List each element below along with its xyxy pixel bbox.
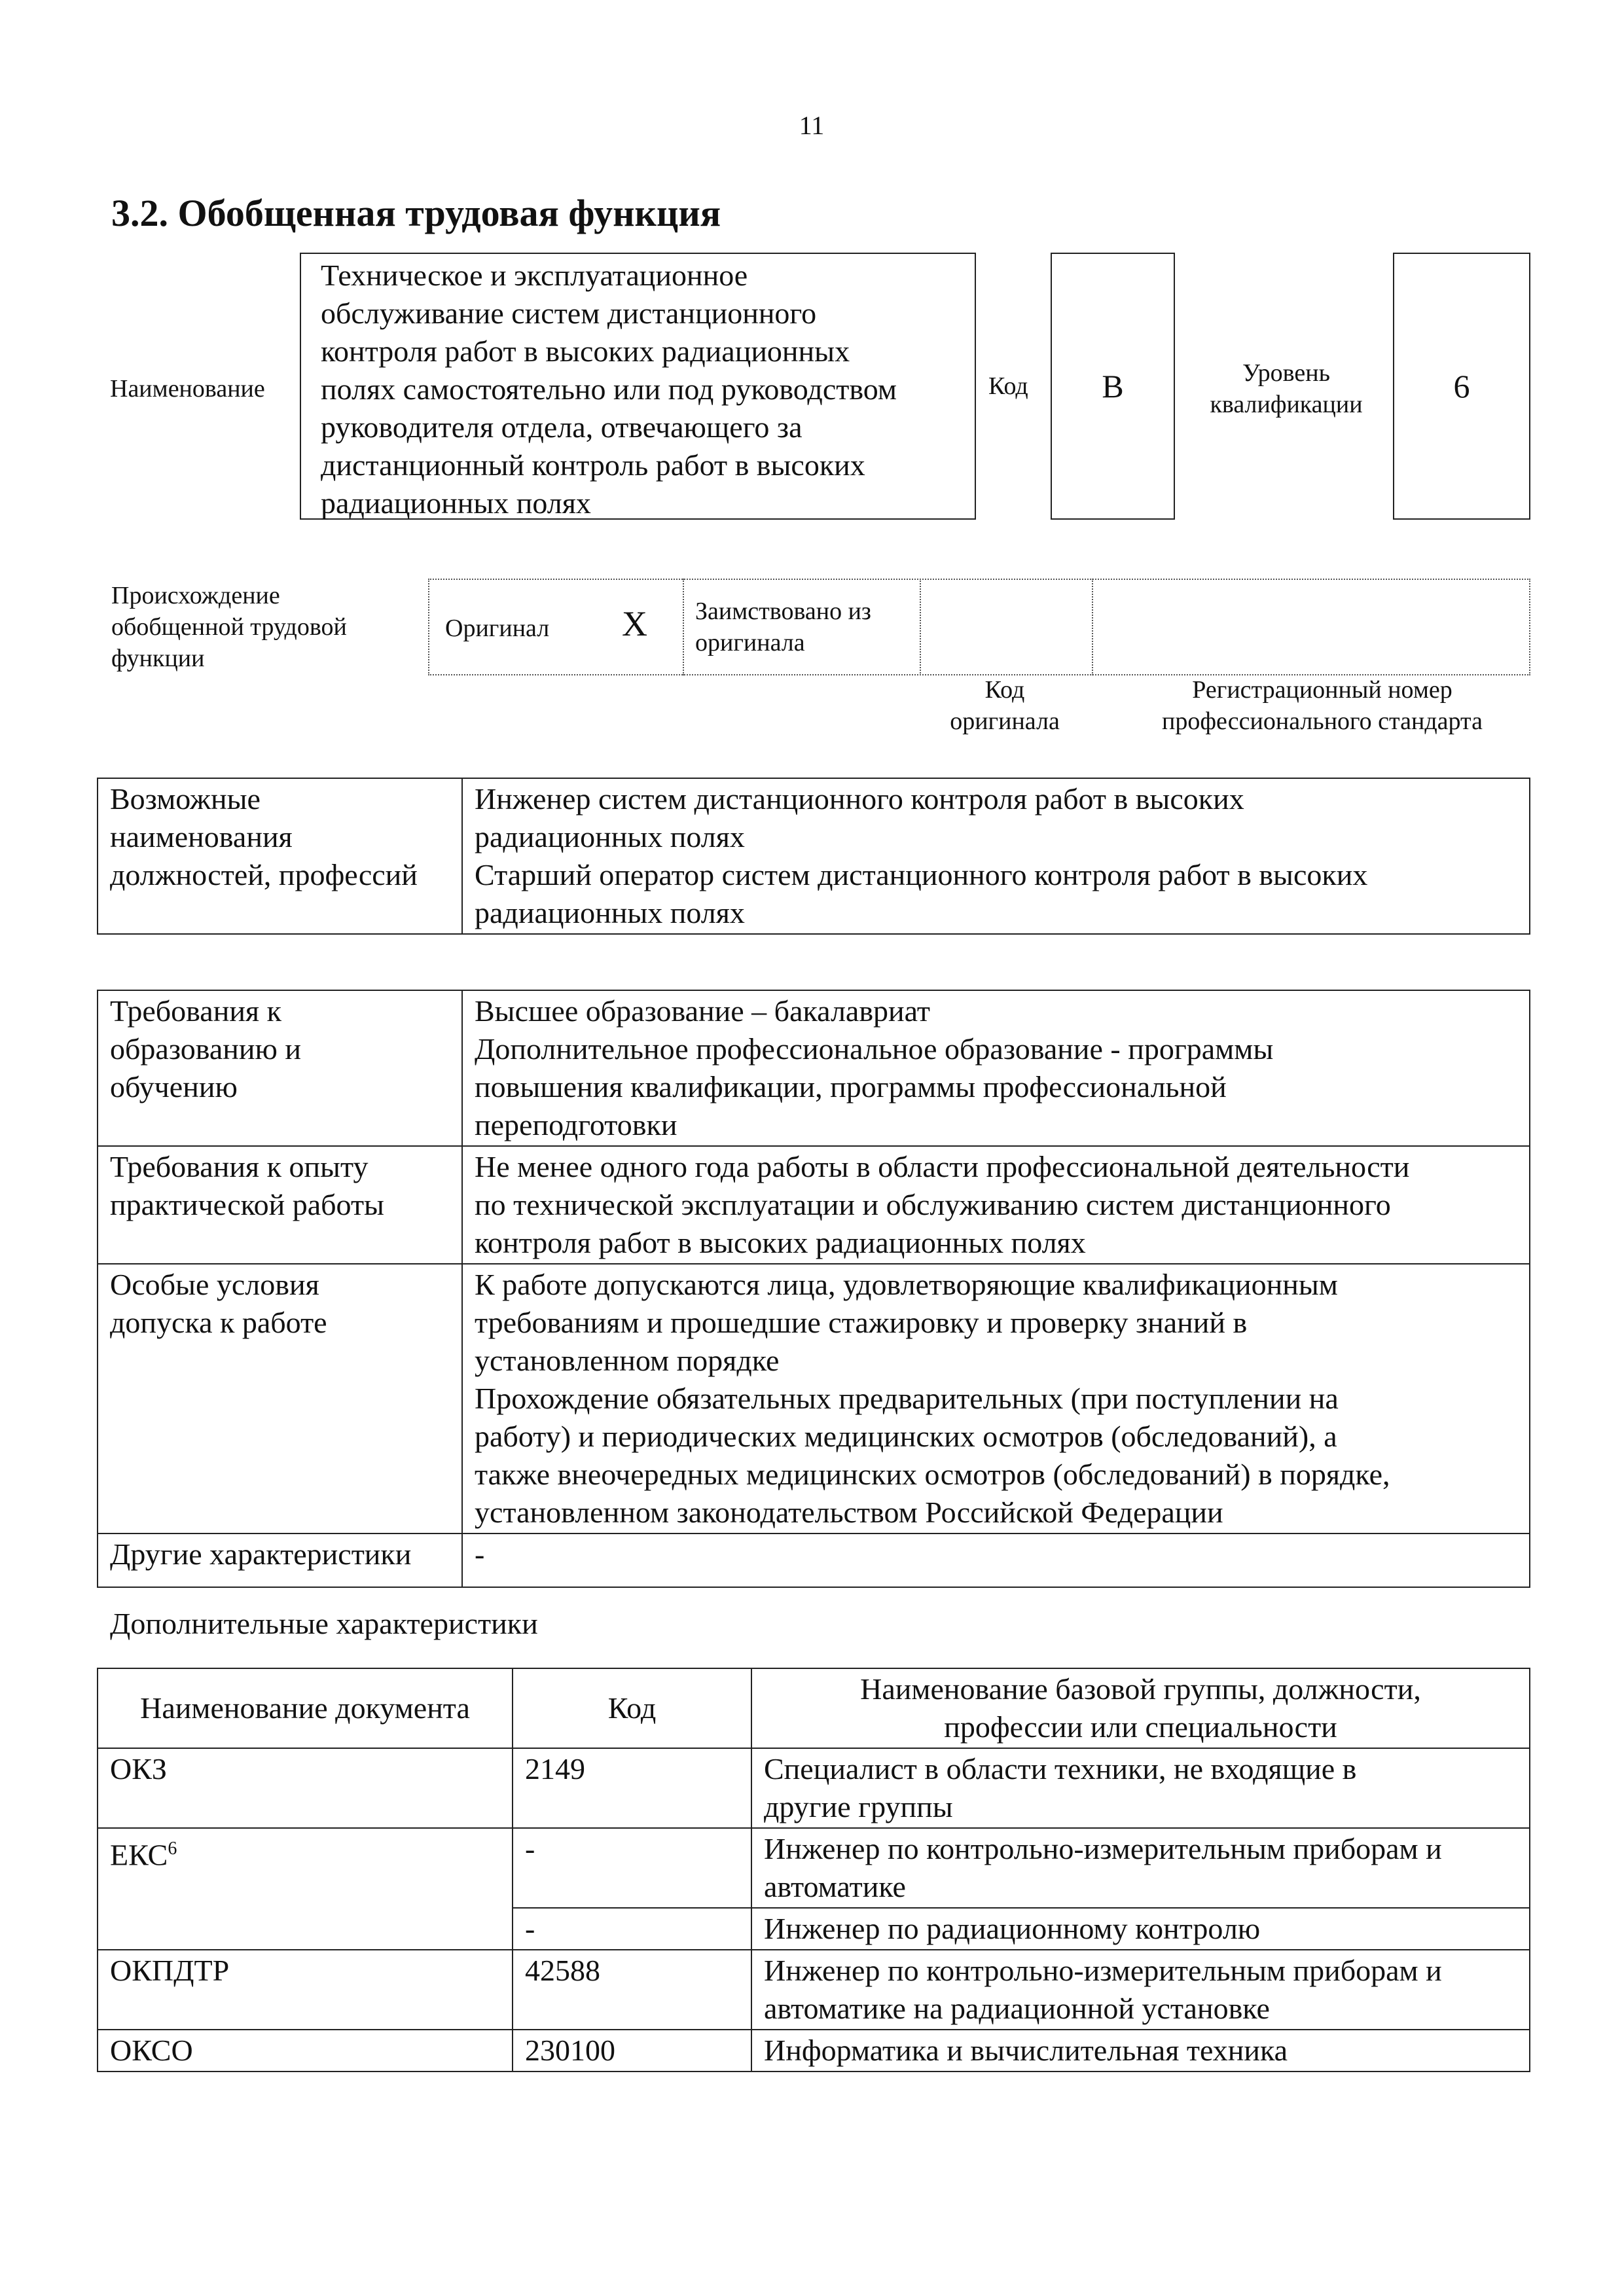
column-header-doc: Наименование документа <box>98 1668 513 1748</box>
row-code: 230100 <box>513 2030 751 2072</box>
row-code: 2149 <box>513 1748 751 1828</box>
code-value: B <box>1102 368 1124 404</box>
row-name: Инженер по радиационному контролю <box>751 1908 1530 1950</box>
origin-borrowed-label: Заимствовано из оригинала <box>695 598 871 656</box>
table-row <box>98 1950 1530 2030</box>
additional-table <box>97 1668 1530 2072</box>
table-row <box>98 778 1530 934</box>
row-doc: ОКСО <box>98 2030 513 2072</box>
table-row <box>98 1264 1530 1534</box>
page-number: 11 <box>799 111 825 140</box>
table-row <box>98 1828 1530 1908</box>
requirements-table <box>97 990 1530 1588</box>
table-row <box>98 1146 1530 1264</box>
origin-row <box>428 579 1530 675</box>
origin-divider-2 <box>920 579 921 675</box>
origin-original-label: Оригинал <box>445 615 550 642</box>
row-doc: ОКПДТР <box>98 1950 513 2030</box>
row-name: Инженер по контрольно-измерительным приборам и автоматике <box>751 1828 1530 1908</box>
requirement-value: Не менее одного года работы в области профессиональной деятельности по технической эксплуатации и обслуживанию систем дистанционного контроля работ в высоких радиационных полях <box>462 1146 1530 1264</box>
requirement-label: Особые условия допуска к работе <box>98 1264 462 1534</box>
requirement-value: - <box>462 1534 1530 1587</box>
origin-caption-code: Код оригинала <box>950 676 1060 735</box>
row-code: - <box>513 1908 751 1950</box>
positions-value: Инженер систем дистанционного контроля работ в высоких радиационных полях Старший оператор систем дистанционного контроля работ в высоких радиационных полях <box>462 778 1530 934</box>
requirement-value: К работе допускаются лица, удовлетворяющие квалификационным требованиям и прошедшие стажировку и проверку знаний в установленном порядке Прохождение обязательных предварительных (при поступлении на работу) и периодических медицинских осмотров (обследований), а также внеочередных медицинских осмотров (обследований) в порядке, установленном законодательством Российской Федерации <box>462 1264 1530 1534</box>
origin-caption-reg: Регистрационный номер профессионального стандарта <box>1162 676 1483 735</box>
level-value-box <box>1393 253 1530 520</box>
additional-title: Дополнительные характеристики <box>110 1607 538 1640</box>
origin-divider-3 <box>1092 579 1093 675</box>
name-value-box <box>300 253 976 520</box>
section-title: 3.2. Обобщенная трудовая функция <box>111 192 721 234</box>
requirement-label: Другие характеристики <box>98 1534 462 1587</box>
positions-label: Возможные наименования должностей, профессий <box>98 778 462 934</box>
requirement-value: Высшее образование – бакалавриат Дополнительное профессиональное образование - программы повышения квалификации, программы профессиональной переподготовки <box>462 990 1530 1146</box>
level-label: Уровень квалификации <box>1210 359 1363 418</box>
row-name: Специалист в области техники, не входящие в другие группы <box>751 1748 1530 1828</box>
row-doc <box>98 1828 513 1950</box>
origin-divider-1 <box>683 579 684 675</box>
column-header-code: Код <box>513 1668 751 1748</box>
table-header-row <box>98 1668 1530 1748</box>
row-doc: ОКЗ <box>98 1748 513 1828</box>
column-header-name: Наименование базовой группы, должности, профессии или специальности <box>751 1668 1530 1748</box>
code-label: Код <box>988 372 1028 400</box>
requirement-label: Требования к образованию и обучению <box>98 990 462 1146</box>
table-row <box>98 1748 1530 1828</box>
name-label: Наименование <box>110 375 265 403</box>
origin-original-mark: X <box>622 604 647 643</box>
row-code: 42588 <box>513 1950 751 2030</box>
table-row <box>98 2030 1530 2072</box>
row-doc-text: ЕКС <box>110 1838 168 1872</box>
origin-label: Происхождение обобщенной трудовой функции <box>111 582 347 672</box>
row-name: Информатика и вычислительная техника <box>751 2030 1530 2072</box>
table-row <box>98 990 1530 1146</box>
footnote-marker: 6 <box>168 1839 177 1859</box>
positions-table <box>97 778 1530 935</box>
requirement-label: Требования к опыту практической работы <box>98 1146 462 1264</box>
name-value: Техническое и эксплуатационное обслуживание систем дистанционного контроля работ в высоких радиационных полях самостоятельно или под руководством руководителя отдела, отвечающего за дистанционный контроль работ в высоких радиационных полях <box>321 259 897 520</box>
level-value: 6 <box>1453 368 1470 404</box>
table-row <box>98 1534 1530 1587</box>
row-code: - <box>513 1828 751 1908</box>
code-value-box <box>1051 253 1175 520</box>
row-name: Инженер по контрольно-измерительным приборам и автоматике на радиационной установке <box>751 1950 1530 2030</box>
